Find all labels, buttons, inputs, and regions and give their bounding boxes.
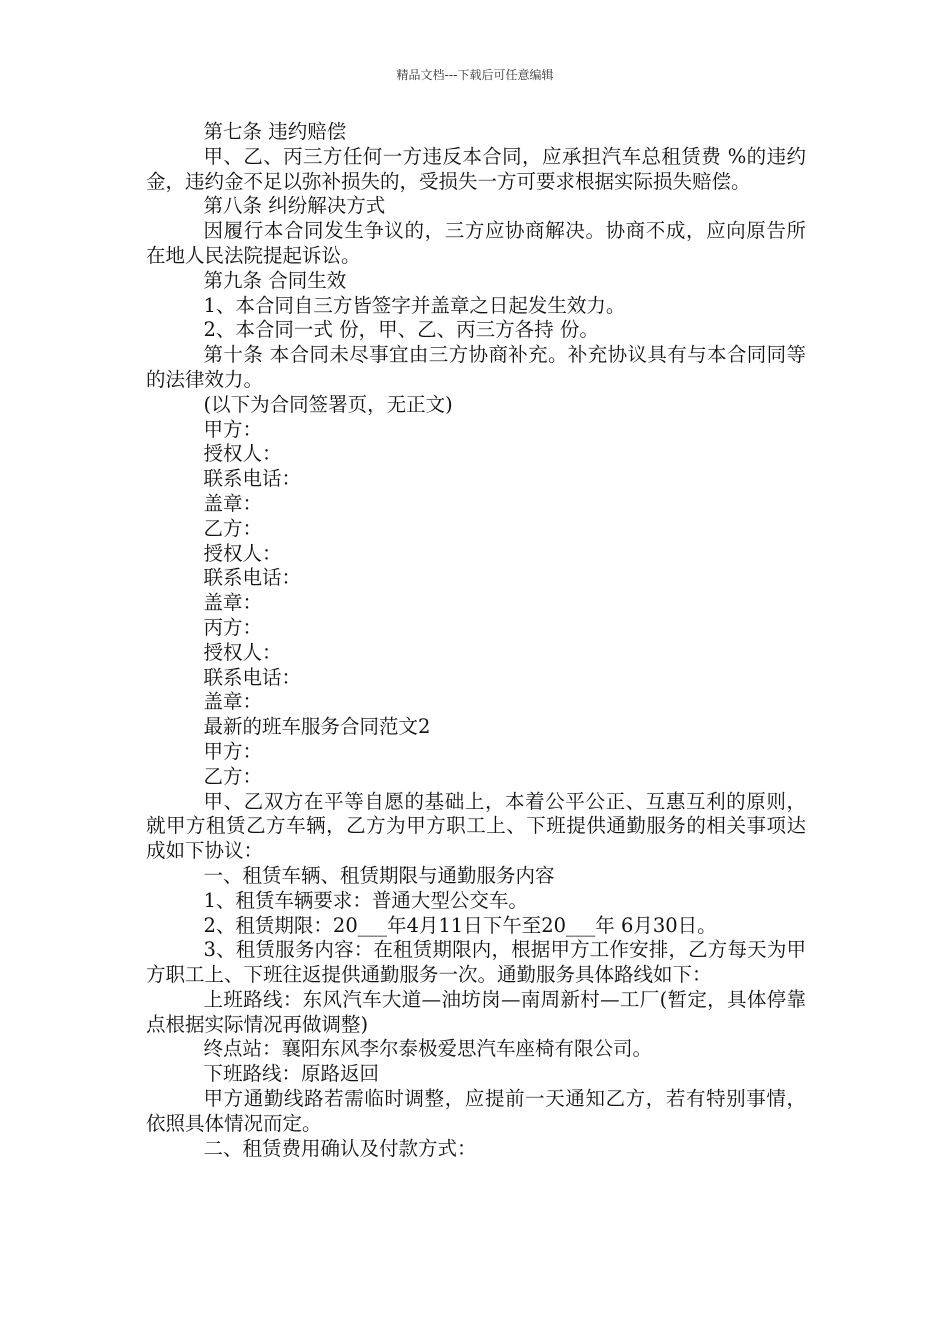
paragraph: 1、租赁车辆要求：普通大型公交车。 (203, 888, 528, 912)
paragraph: 上班路线：东风汽车大道—油坊岗—南周新村—工厂(暂定，具体停靠点根据实际情况再做调整) (146, 987, 806, 1036)
signature-line: 授权人： (203, 442, 282, 466)
paragraph: 2、租赁期限：20___年4月11日下午至20___年 6月30日。 (203, 913, 717, 937)
signature-line: 联系电话： (203, 566, 302, 590)
paragraph: 甲、乙双方在平等自愿的基础上，本着公平公正、互惠互利的原则，就甲方租赁乙方车辆，乙方为甲方职工上、下班提供通勤服务的相关事项达成如下协议： (146, 789, 806, 863)
signature-line: 联系电话： (203, 665, 302, 689)
paragraph: 1、本合同自三方皆签字并盖章之日起发生效力。 (203, 293, 626, 317)
paragraph: 3、租赁服务内容：在租赁期限内，根据甲方工作安排，乙方每天为甲方职工上、下班往返提供通勤服务一次。通勤服务具体路线如下： (146, 938, 806, 987)
signature-line: 授权人： (203, 541, 282, 565)
paragraph: 第十条 本合同未尽事宜由三方协商补充。补充协议具有与本合同同等的法律效力。 (146, 343, 806, 391)
party-line: 甲方： (203, 739, 263, 763)
article-heading: 第七条 违约赔偿 (203, 120, 347, 143)
paragraph: 因履行本合同发生争议的，三方应协商解决。协商不成，应向原告所在地人民法院提起诉讼。 (146, 219, 806, 267)
paragraph: 2、本合同一式 份，甲、乙、丙三方各持 份。 (203, 318, 599, 342)
document-body (146, 120, 806, 1161)
signature-line: 授权人： (203, 640, 282, 664)
paragraph: 甲方通勤线路若需临时调整，应提前一天通知乙方，若有特别事情，依照具体情况而定。 (146, 1087, 806, 1135)
article-heading: 第八条 纠纷解决方式 (203, 194, 386, 218)
section-title: 最新的班车服务合同范文2 (203, 715, 431, 739)
paragraph: 甲、乙、丙三方任何一方违反本合同，应承担汽车总租赁费 %的违约金，违约金不足以弥补损失的，受损失一方可要求根据实际损失赔偿。 (146, 144, 806, 193)
signature-line: 甲方： (203, 417, 263, 441)
signature-line: 盖章： (203, 690, 263, 714)
signature-line: 丙方： (203, 615, 263, 639)
signature-line: 联系电话： (203, 467, 302, 491)
section-heading: 一、租赁车辆、租赁期限与通勤服务内容 (203, 863, 555, 887)
article-heading: 第九条 合同生效 (203, 268, 347, 292)
signature-line: 盖章： (203, 491, 263, 515)
paragraph: 终点站：襄阳东风李尔泰极爱思汽车座椅有限公司。 (203, 1037, 653, 1061)
paragraph: (以下为合同签署页，无正文) (203, 392, 453, 416)
signature-line: 乙方： (203, 516, 263, 540)
signature-line: 盖章： (203, 591, 263, 615)
paragraph: 下班路线：原路返回 (203, 1062, 380, 1086)
party-line: 乙方： (203, 764, 263, 788)
page-header: 精品文档---下载后可任意编辑 (396, 68, 554, 82)
section-heading: 二、租赁费用确认及付款方式： (203, 1136, 477, 1160)
